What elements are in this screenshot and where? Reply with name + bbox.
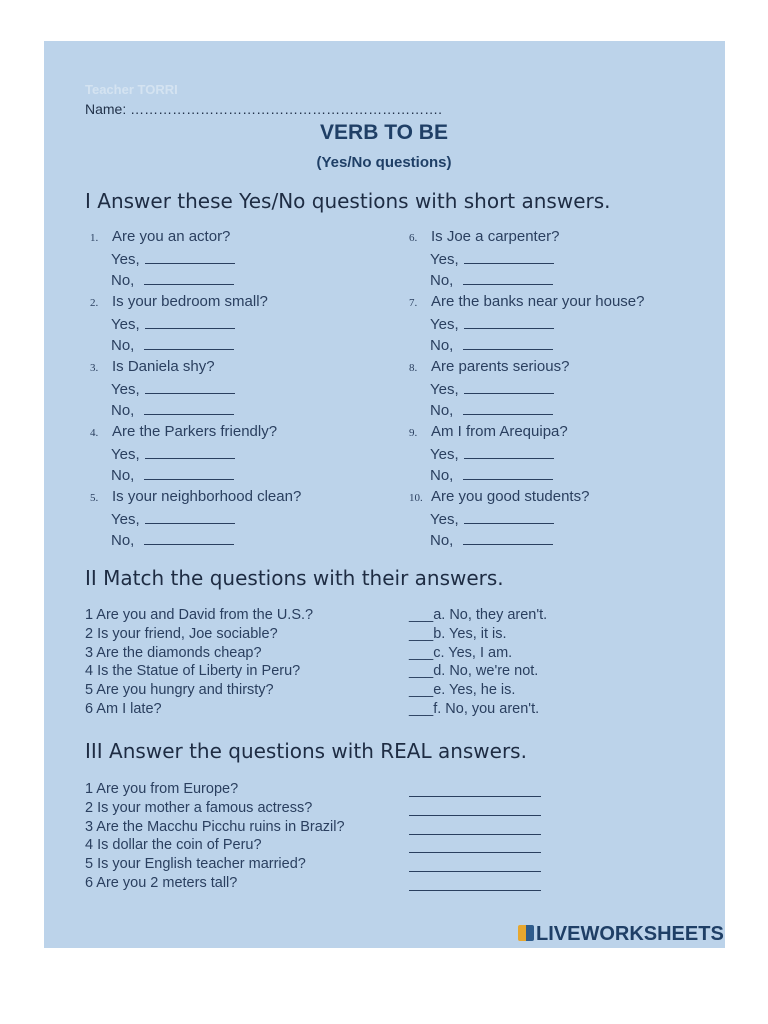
yes-answer-row <box>111 444 235 463</box>
no-answer-row <box>111 465 234 484</box>
real-answer-blank[interactable] <box>409 834 541 835</box>
question-1 <box>90 228 230 245</box>
no-answer-blank[interactable] <box>463 530 553 545</box>
yes-answer-blank[interactable] <box>145 314 235 329</box>
question-number: 8. <box>409 362 418 374</box>
name-field-line: Name: …………………………………………………………. <box>85 101 443 117</box>
yes-answer-label: Yes, <box>111 316 140 333</box>
match-question: 3 Are the diamonds cheap? <box>85 644 262 661</box>
yes-answer-row <box>111 249 235 268</box>
no-answer-row <box>430 400 553 419</box>
match-answer-option[interactable]: ___f. No, you aren't. <box>409 701 540 717</box>
yes-answer-label: Yes, <box>111 446 140 463</box>
no-answer-row <box>430 465 553 484</box>
no-answer-row <box>111 270 234 289</box>
yes-answer-blank[interactable] <box>464 379 554 394</box>
match-question: 4 Is the Statue of Liberty in Peru? <box>85 663 301 680</box>
yes-answer-label: Yes, <box>430 316 459 333</box>
yes-answer-blank[interactable] <box>145 444 235 459</box>
real-answer-question: 1 Are you from Europe? <box>85 781 239 797</box>
question-number: 9. <box>409 427 418 439</box>
real-answer-blank[interactable] <box>409 890 541 891</box>
no-answer-row <box>430 530 553 549</box>
question-7 <box>409 293 644 310</box>
yes-answer-blank[interactable] <box>145 379 235 394</box>
yes-answer-label: Yes, <box>111 381 140 398</box>
match-answer-option[interactable]: ___c. Yes, I am. <box>409 644 513 661</box>
no-answer-label: No, <box>111 337 135 354</box>
no-answer-label: No, <box>430 337 454 354</box>
yes-answer-blank[interactable] <box>145 509 235 524</box>
question-number: 10. <box>409 492 423 504</box>
no-answer-label: No, <box>111 272 135 289</box>
section-1-heading: I Answer these Yes/No questions with short answers. <box>85 189 611 213</box>
section-2-heading: II Match the questions with their answers. <box>85 566 504 590</box>
question-number: 4. <box>90 427 99 439</box>
yes-answer-label: Yes, <box>430 446 459 463</box>
no-answer-label: No, <box>430 467 454 484</box>
yes-answer-label: Yes, <box>430 251 459 268</box>
match-question: 1 Are you and David from the U.S.? <box>85 607 314 623</box>
yes-answer-blank[interactable] <box>464 509 554 524</box>
yes-answer-label: Yes, <box>430 511 459 528</box>
yes-answer-blank[interactable] <box>464 444 554 459</box>
question-9 <box>409 423 568 440</box>
worksheet-subtitle: (Yes/No questions) <box>316 154 452 171</box>
no-answer-blank[interactable] <box>463 400 553 415</box>
match-question: 5 Are you hungry and thirsty? <box>85 682 274 699</box>
real-answer-question: 3 Are the Macchu Picchu ruins in Brazil? <box>85 818 345 835</box>
no-answer-label: No, <box>430 532 454 549</box>
question-number: 3. <box>90 362 99 374</box>
yes-answer-label: Yes, <box>111 511 140 528</box>
yes-answer-row <box>111 314 235 333</box>
question-text: Are the Parkers friendly? <box>112 423 278 440</box>
question-number: 6. <box>409 232 418 244</box>
no-answer-blank[interactable] <box>144 335 234 350</box>
question-text: Are the banks near your house? <box>431 293 645 310</box>
question-text: Is Daniela shy? <box>112 358 215 375</box>
real-answer-blank[interactable] <box>409 852 541 853</box>
question-number: 1. <box>90 232 99 244</box>
yes-answer-row <box>111 509 235 528</box>
no-answer-blank[interactable] <box>144 400 234 415</box>
no-answer-row <box>111 530 234 549</box>
match-answer-option[interactable]: ___d. No, we're not. <box>409 663 539 680</box>
yes-answer-row <box>430 249 554 268</box>
no-answer-label: No, <box>111 402 135 419</box>
no-answer-label: No, <box>430 272 454 289</box>
question-6 <box>409 228 559 245</box>
match-answer-option[interactable]: ___e. Yes, he is. <box>409 682 516 699</box>
yes-answer-blank[interactable] <box>464 314 554 329</box>
match-answer-option[interactable]: ___b. Yes, it is. <box>409 625 507 642</box>
brand-name: LIVEWORKSHEETS <box>536 923 724 945</box>
question-number: 5. <box>90 492 99 504</box>
question-text: Is your bedroom small? <box>112 293 268 310</box>
no-answer-blank[interactable] <box>144 270 234 285</box>
question-3 <box>90 358 215 375</box>
question-text: Am I from Arequipa? <box>431 423 568 440</box>
question-5 <box>90 488 301 505</box>
yes-answer-blank[interactable] <box>145 249 235 264</box>
question-text: Is Joe a carpenter? <box>431 228 560 245</box>
match-question: 6 Am I late? <box>85 701 162 717</box>
no-answer-row <box>111 335 234 354</box>
question-text: Is your neighborhood clean? <box>112 488 302 505</box>
no-answer-blank[interactable] <box>463 270 553 285</box>
question-text: Are you an actor? <box>112 228 231 245</box>
question-4 <box>90 423 277 440</box>
no-answer-blank[interactable] <box>463 335 553 350</box>
real-answer-blank[interactable] <box>409 815 541 816</box>
yes-answer-row <box>430 379 554 398</box>
match-answer-option[interactable]: ___a. No, they aren't. <box>409 607 548 623</box>
yes-answer-label: Yes, <box>430 381 459 398</box>
question-number: 2. <box>90 297 99 309</box>
no-answer-blank[interactable] <box>144 465 234 480</box>
question-8 <box>409 358 569 375</box>
no-answer-blank[interactable] <box>144 530 234 545</box>
liveworksheets-logo-icon <box>518 925 534 941</box>
no-answer-row <box>430 335 553 354</box>
yes-answer-row <box>430 314 554 333</box>
real-answer-blank[interactable] <box>409 871 541 872</box>
worksheet-title: VERB TO BE <box>320 121 448 144</box>
real-answer-question: 5 Is your English teacher married? <box>85 856 306 873</box>
real-answer-question: 6 Are you 2 meters tall? <box>85 875 238 891</box>
no-answer-blank[interactable] <box>463 465 553 480</box>
no-answer-label: No, <box>111 467 135 484</box>
yes-answer-row <box>430 509 554 528</box>
question-number: 7. <box>409 297 418 309</box>
liveworksheets-brand <box>518 923 724 946</box>
real-answer-question: 4 Is dollar the coin of Peru? <box>85 837 262 854</box>
question-text: Are you good students? <box>431 488 590 505</box>
no-answer-label: No, <box>430 402 454 419</box>
section-3-heading: III Answer the questions with REAL answers. <box>85 739 527 763</box>
real-answer-blank[interactable] <box>409 796 541 797</box>
yes-answer-label: Yes, <box>111 251 140 268</box>
question-2 <box>90 293 268 310</box>
no-answer-label: No, <box>111 532 135 549</box>
question-text: Are parents serious? <box>431 358 570 375</box>
no-answer-row <box>111 400 234 419</box>
no-answer-row <box>430 270 553 289</box>
real-answer-question: 2 Is your mother a famous actress? <box>85 799 313 816</box>
yes-answer-row <box>111 379 235 398</box>
yes-answer-row <box>430 444 554 463</box>
match-question: 2 Is your friend, Joe sociable? <box>85 625 278 642</box>
yes-answer-blank[interactable] <box>464 249 554 264</box>
teacher-watermark: Teacher TORRI <box>85 82 178 97</box>
question-10 <box>409 488 589 505</box>
